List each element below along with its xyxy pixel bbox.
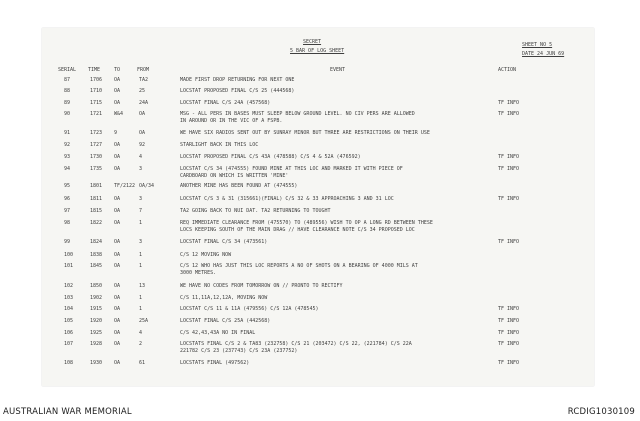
row-from: 1	[139, 295, 143, 301]
row-time: 1824	[90, 239, 103, 245]
row-to: 9	[114, 130, 118, 136]
row-serial: 101	[64, 263, 74, 269]
row-time: 1822	[90, 220, 103, 226]
column-header-action: ACTION	[498, 67, 517, 73]
row-time: 1925	[90, 330, 103, 336]
row-to: OA	[114, 88, 121, 94]
column-header-time: TIME	[88, 67, 101, 73]
row-time: 1730	[90, 154, 103, 160]
row-event-line: LOCSTATS FINAL C/S 2 & TA83 (232758) C/S 21 (203472) C/S 22, (221784) C/S 22A	[180, 341, 412, 347]
row-action: TF INFO	[498, 341, 520, 347]
row-time: 1811	[90, 196, 103, 202]
row-event-line: LOCSTATS FINAL (497562)	[180, 360, 250, 366]
row-serial: 97	[64, 208, 71, 214]
row-action: TF INFO	[498, 318, 520, 324]
row-to: OA	[114, 154, 121, 160]
row-action: TF INFO	[498, 154, 520, 160]
row-to: OA	[114, 318, 121, 324]
row-time: 1706	[90, 77, 103, 83]
row-time: 1735	[90, 166, 103, 172]
row-time: 1838	[90, 252, 103, 258]
row-to: OA	[114, 77, 121, 83]
row-event-line: LOCSTAT PROPOSED FINAL C/S 43A (478588) C/S 4 & 52A (476592)	[180, 154, 361, 160]
row-to: OA	[114, 252, 121, 258]
row-action: TF INFO	[498, 239, 520, 245]
row-from: 25	[139, 88, 146, 94]
row-serial: 89	[64, 100, 71, 106]
row-time: 1930	[90, 360, 103, 366]
row-from: 7	[139, 208, 143, 214]
row-event-line: MADE FIRST DROP RETURNING FOR NEXT ONE	[180, 77, 295, 83]
row-serial: 92	[64, 142, 71, 148]
row-serial: 100	[64, 252, 74, 258]
row-serial: 91	[64, 130, 71, 136]
row-event-line: REQ IMMEDIATE CLEARANCE FROM (475570) TO (489556) WISH TO OP A LONG RD BETWEEN THESE	[180, 220, 433, 226]
row-time: 1850	[90, 283, 103, 289]
column-header-serial: SERIAL	[58, 67, 77, 73]
sheet-number: SHEET NO 5	[522, 42, 553, 48]
row-action: TF INFO	[498, 360, 520, 366]
row-from: 1	[139, 263, 143, 269]
row-serial: 99	[64, 239, 71, 245]
row-event-line: TA2 GOING BACK TO NUI DAT. TA2 RETURNING TO TOUGHT	[180, 208, 331, 214]
row-from: 2	[139, 341, 143, 347]
row-from: OA	[139, 130, 146, 136]
row-from: 1	[139, 306, 143, 312]
row-from: 3	[139, 196, 143, 202]
row-event-line: LOCSTAT FINAL C/S 25A (442568)	[180, 318, 271, 324]
row-to: OA	[114, 196, 121, 202]
row-from: 3	[139, 166, 143, 172]
row-to: W&4	[114, 111, 124, 117]
row-from: 24A	[139, 100, 149, 106]
row-action: TF INFO	[498, 100, 520, 106]
row-serial: 95	[64, 183, 71, 189]
row-from: 1	[139, 252, 143, 258]
row-action: TF INFO	[498, 306, 520, 312]
row-serial: 102	[64, 283, 74, 289]
row-event-line: C/S 11,11A,12,12A, MOVING NOW	[180, 295, 268, 301]
row-to: OA	[114, 360, 121, 366]
row-to: OA	[114, 306, 121, 312]
row-action: TF INFO	[498, 330, 520, 336]
row-to: OA	[114, 263, 121, 269]
row-time: 1723	[90, 130, 103, 136]
column-header-from: FROM	[137, 67, 150, 73]
row-to: OA	[114, 100, 121, 106]
row-time: 1915	[90, 306, 103, 312]
row-event-line: C/S 42,43,43A NO IN FINAL	[180, 330, 256, 336]
row-serial: 88	[64, 88, 71, 94]
row-event-line: LOCSTAT FINAL C/S 24A (457568)	[180, 100, 271, 106]
row-event-line: LOCSTAT FINAL C/S 34 (473561)	[180, 239, 268, 245]
row-event-line: 3000 METRES.	[180, 270, 217, 276]
row-to: OA	[114, 142, 121, 148]
row-event-line: 221782 C/S 23 (237743) C/S 23A (237752)	[180, 348, 298, 354]
row-serial: 108	[64, 360, 74, 366]
row-time: 1845	[90, 263, 103, 269]
row-to: OA	[114, 239, 121, 245]
row-time: 1715	[90, 100, 103, 106]
row-event-line: LOCSTAT C/S 11 & 11A (479556) C/S 12A (478545)	[180, 306, 319, 312]
row-serial: 103	[64, 295, 74, 301]
row-time: 1721	[90, 111, 103, 117]
row-to: OA	[114, 208, 121, 214]
footer-record-id: RCDIG1030109	[567, 407, 635, 417]
row-from: 1	[139, 220, 143, 226]
column-header-event: EVENT	[330, 67, 346, 73]
row-serial: 98	[64, 220, 71, 226]
row-event-line: LOCSTAT PROPOSED FINAL C/S 25 (444568)	[180, 88, 295, 94]
row-event-line: LOCS KEEPING SOUTH OF THE MAIN DRAG // HAVE CLEARANCE NOTE C/S 34 PROPOSED LOC	[180, 227, 415, 233]
row-time: 1902	[90, 295, 103, 301]
classification-label: SECRET	[303, 39, 322, 45]
row-serial: 96	[64, 196, 71, 202]
row-event-line: LOCSTAT C/S 34 (474555) FOUND MINE AT THIS LOC AND MARKED IT WITH PIECE OF	[180, 166, 403, 172]
row-to: TF/2122	[114, 183, 136, 189]
row-serial: 104	[64, 306, 74, 312]
row-time: 1801	[90, 183, 103, 189]
row-from: 4	[139, 330, 143, 336]
row-time: 1815	[90, 208, 103, 214]
row-event-line: CARDBOARD ON WHICH IS WRITTEN 'MINE'	[180, 173, 289, 179]
sheet-title: 5 BAR OF LOG SHEET	[290, 48, 345, 54]
column-header-to: TO	[114, 67, 121, 73]
row-event-line: MSG - ALL PERS IN BASES MUST SLEEP BELOW GROUND LEVEL. NO CIV PERS ARE ALLOWED	[180, 111, 415, 117]
row-from: 92	[139, 142, 146, 148]
row-from: 3	[139, 239, 143, 245]
row-serial: 90	[64, 111, 71, 117]
row-to: OA	[114, 341, 121, 347]
row-time: 1928	[90, 341, 103, 347]
row-to: OA	[114, 220, 121, 226]
sheet-date: DATE 24 JUN 69	[522, 51, 565, 57]
row-serial: 94	[64, 166, 71, 172]
row-action: TF INFO	[498, 166, 520, 172]
row-from: TA2	[139, 77, 149, 83]
row-event-line: IN AROUND OR IN THE VIC OF A FSPB.	[180, 118, 283, 124]
row-from: 13	[139, 283, 146, 289]
row-serial: 105	[64, 318, 74, 324]
row-from: OA/34	[139, 183, 155, 189]
row-event-line: ANOTHER MINE HAS BEEN FOUND AT (474555)	[180, 183, 298, 189]
footer-institution: AUSTRALIAN WAR MEMORIAL	[3, 407, 132, 417]
row-event-line: WE HAVE NO CODES FROM TOMORROW ON // PRONTO TO RECTIFY	[180, 283, 343, 289]
row-time: 1920	[90, 318, 103, 324]
row-serial: 87	[64, 77, 71, 83]
row-from: OA	[139, 111, 146, 117]
row-serial: 93	[64, 154, 71, 160]
row-action: TF INFO	[498, 196, 520, 202]
row-to: OA	[114, 295, 121, 301]
row-event-line: STARLIGHT BACK IN THIS LOC	[180, 142, 259, 148]
row-event-line: LOCSTAT C/S 3 & 31 (315661)(FINAL) C/S 32 & 33 APPROACHING 3 AND 31 LOC	[180, 196, 394, 202]
row-from: 25A	[139, 318, 149, 324]
row-to: OA	[114, 330, 121, 336]
row-event-line: C/S 12 MOVING NOW	[180, 252, 232, 258]
row-from: 61	[139, 360, 146, 366]
row-from: 4	[139, 154, 143, 160]
row-serial: 107	[64, 341, 74, 347]
row-event-line: C/S 12 WHO HAS JUST THIS LOC REPORTS A NO OF SHOTS ON A BEARING OF 4000 MILS AT	[180, 263, 418, 269]
row-action: TF INFO	[498, 111, 520, 117]
row-event-line: WE HAVE SIX RADIOS SENT OUT BY SUNRAY MINOR BUT THREE ARE RESTRICTIONS ON THEIR USE	[180, 130, 430, 136]
row-time: 1710	[90, 88, 103, 94]
row-to: OA	[114, 166, 121, 172]
row-time: 1727	[90, 142, 103, 148]
row-to: OA	[114, 283, 121, 289]
row-serial: 106	[64, 330, 74, 336]
